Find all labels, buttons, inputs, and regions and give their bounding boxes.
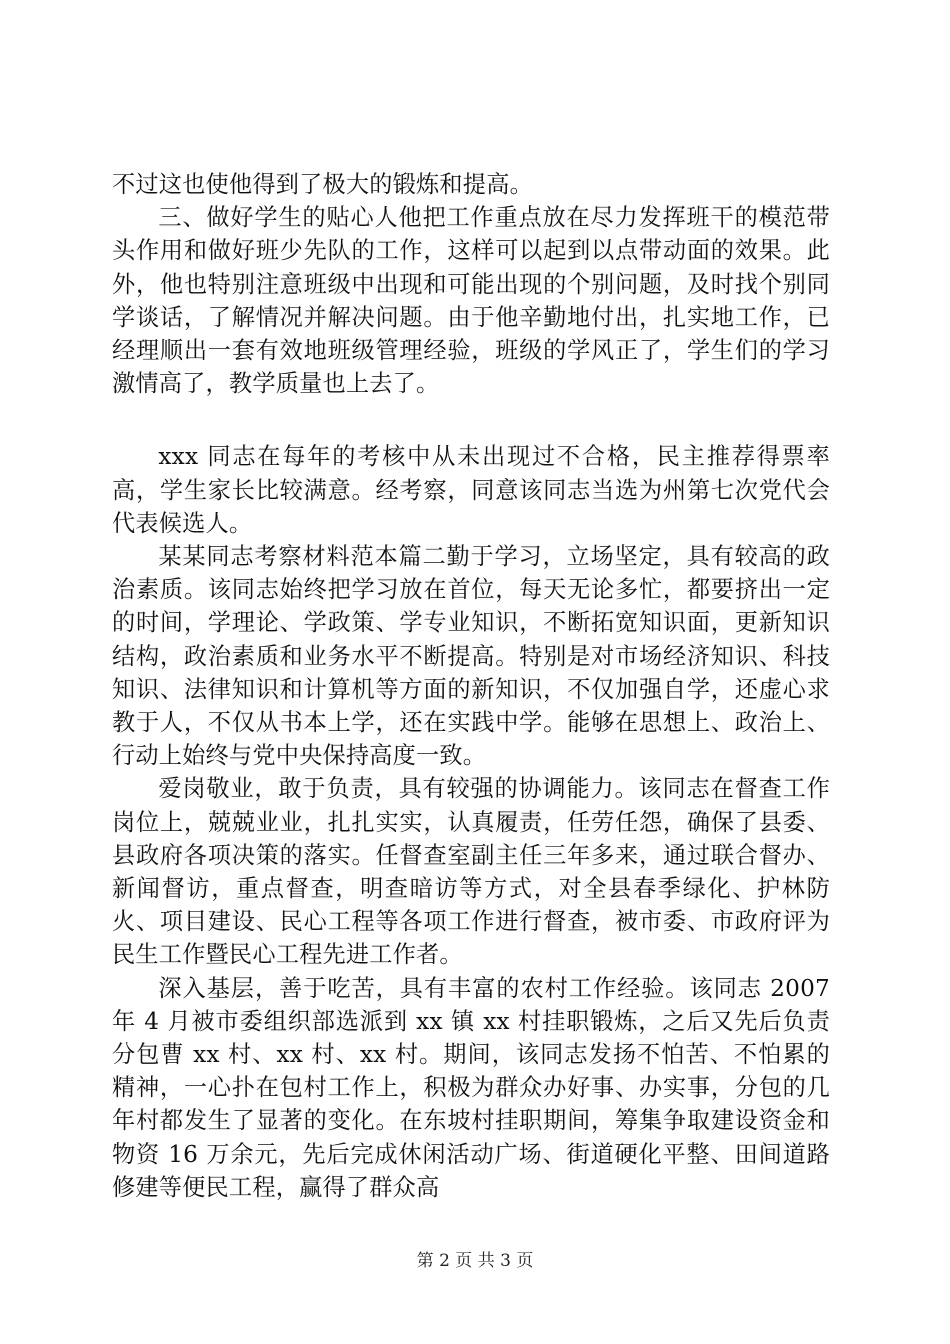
page-footer: 第 2 页 共 3 页 (416, 1251, 534, 1271)
paragraph-evaluation: xxx 同志在每年的考核中从未出现过不合格，民主推荐得票率高，学生家长比较满意。经考察，同意该同志当选为州第七次党代会代表候选人。 (112, 443, 830, 537)
paragraph-grassroots: 深入基层，善于吃苦，具有丰富的农村工作经验。该同志 2007 年 4 月被市委组织部选派到 xx 镇 xx 村挂职锻炼，之后又先后负责分包曹 xx 村、xx 村、xx 村。期间，该同志发扬不怕苦、不怕累的精神，一心扑在包村工作上，积极为群众办好事、办实事，分包的几年村都发生了显著的变化。在东坡村挂职期间，筹集争取建设资金和物资 16 万余元，先后完成休闲活动广场、街道硬化平整、田间道路修建等便民工程，赢得了群众高 (112, 974, 838, 1201)
document-body (112, 168, 838, 1204)
paragraph-section-three: 三、做好学生的贴心人他把工作重点放在尽力发挥班干的模范带头作用和做好班少先队的工作，这样可以起到以点带动面的效果。此外，他也特别注意班级中出现和可能出现的个别问题，及时找个别同学谈话，了解情况并解决问题。由于他辛勤地付出，扎实地工作，已经理顺出一套有效地班级管理经验，班级的学风正了，学生们的学习激情高了，教学质量也上去了。 (112, 204, 830, 398)
paragraph-study: 某某同志考察材料范本篇二勤于学习，立场坚定，具有较高的政治素质。该同志始终把学习放在首位，每天无论多忙，都要挤出一定的时间，学理论、学政策、学专业知识，不断拓宽知识面，更新知识结构，政治素质和业务水平不断提高。特别是对市场经济知识、科技知识、法律知识和计算机等方面的新知识，不仅加强自学，还虚心求教于人，不仅从书本上学，还在实践中学。能够在思想上、政治上、行动上始终与党中央保持高度一致。 (112, 543, 830, 770)
paragraph-gap (112, 400, 830, 440)
paragraph-continuation: 不过这也使他得到了极大的锻炼和提高。 (112, 171, 533, 198)
paragraph-dedication: 爱岗敬业，敢于负责，具有较强的协调能力。该同志在督查工作岗位上，兢兢业业，扎扎实实，认真履责，任劳任怨，确保了县委、县政府各项决策的落实。任督查室副主任三年多来，通过联合督办、新闻督访，重点督查，明查暗访等方式，对全县春季绿化、护林防火、项目建设、民心工程等各项工作进行督查，被市委、市政府评为民生工作暨民心工程先进工作者。 (112, 775, 830, 969)
